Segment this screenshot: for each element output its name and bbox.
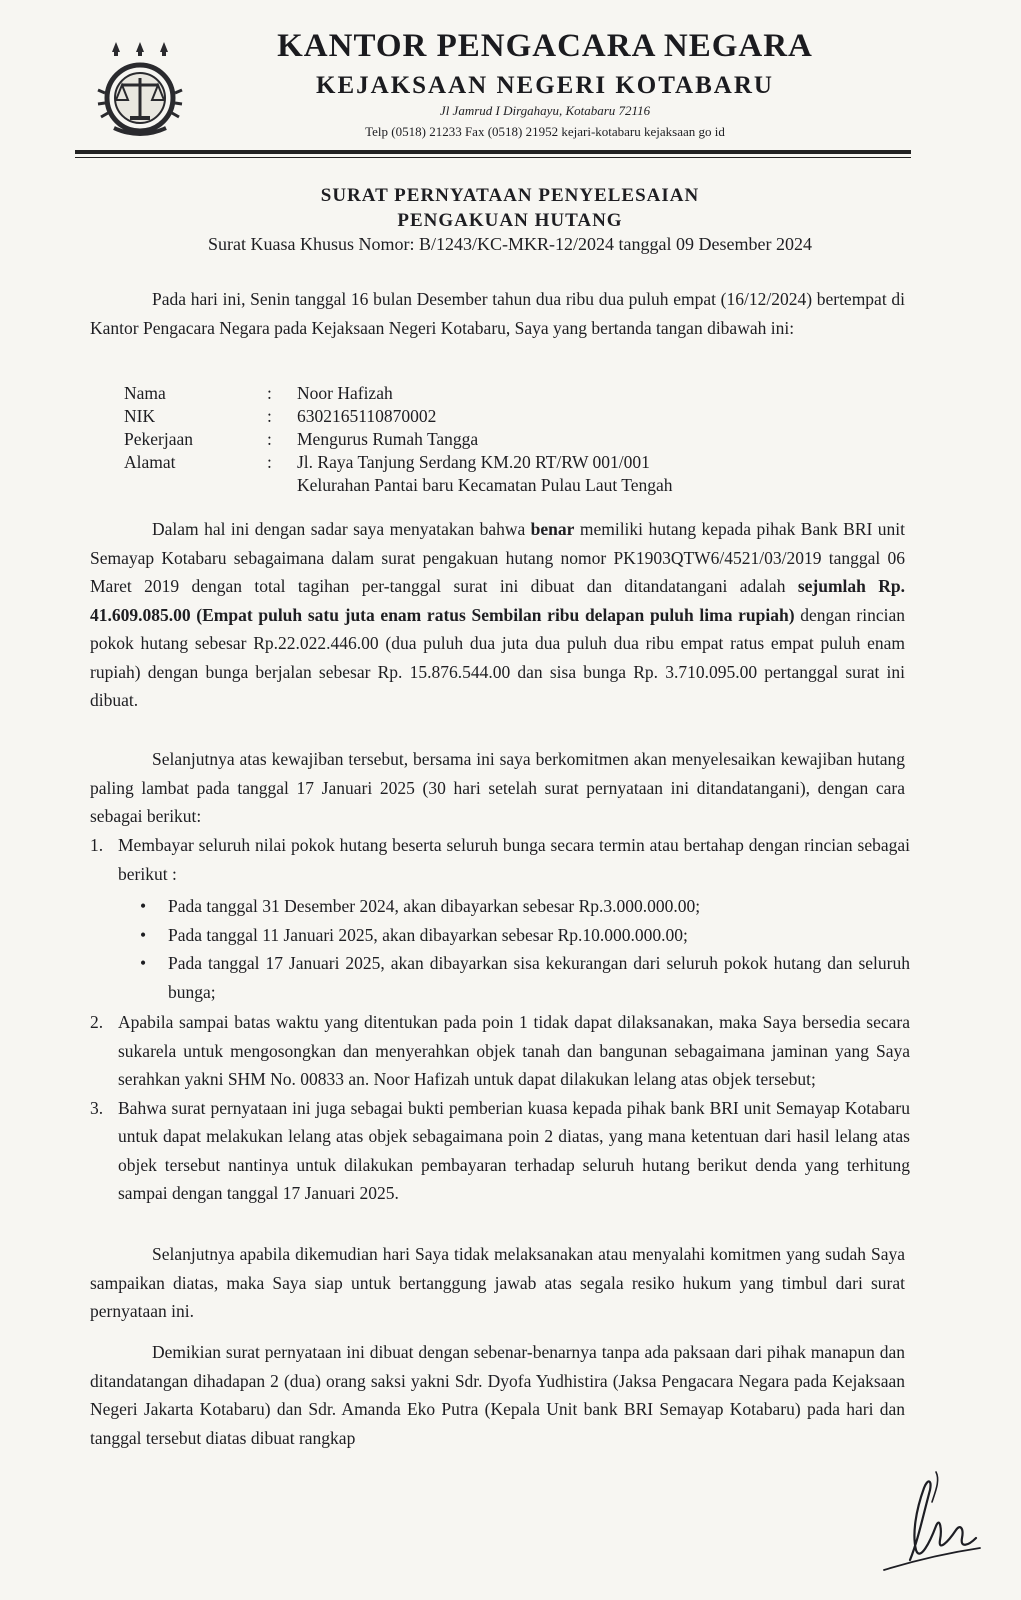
consequence-paragraph: Selanjutnya apabila dikemudian hari Saya tidak melaksanakan atau menyalahi komitmen yang sudah Saya sampaikan diatas, maka Saya siap untuk bertanggung jawab atas segala resiko hukum yang timbul dari surat pernyataan ini. [90,1244,905,1321]
list-item: 1. Membayar seluruh nilai pokok hutang beserta seluruh bunga secara termin atau bertahap dengan rincian sebagai berikut : [90,835,910,884]
org-address: Jl Jamrud I Dirgahayu, Kotabaru 72116 [439,103,651,118]
identity-separator: : [267,383,272,403]
document-title: SURAT PERNYATAAN PENYELESAIAN [320,185,700,206]
list-item: 3. Bahwa surat pernyataan ini juga sebagai bukti pemberian kuasa kepada pihak bank BRI unit Semayap Kotabaru untuk dapat melakukan lelang atas objek sebagaimana poin 2 diatas, yang mana ketentuan dari hasil lelang atas objek tersebut nantinya untuk dilakukan pembayaran terhadap seluruh hutang berikut denda yang terhitung sampai dengan tanggal 17 Januari 2025. [90,1097,910,1203]
installment-item: • Pada tanggal 17 Januari 2025, akan dibayarkan sisa kekurangan dari seluruh pokok hutang dan seluruh bunga; [140,953,910,1002]
identity-value: Jl. Raya Tanjung Serdang KM.20 RT/RW 001/001 [297,452,650,472]
identity-separator: : [267,452,272,472]
identity-label: NIK [124,406,156,426]
identity-row [124,474,824,497]
identity-row [124,405,824,428]
identity-row [124,428,824,451]
emphasis-total-amount: sejumlah Rp. 41.609.085.00 (Empat puluh satu juta enam ratus Sembilan ribu delapan puluh lima rupiah) [90,576,905,625]
identity-value: 6302165110870002 [297,406,437,426]
identity-separator: : [267,429,272,449]
emphasis-benar: benar [530,519,575,539]
list-item: 2. Apabila sampai batas waktu yang ditentukan pada poin 1 tidak dapat dilaksanakan, maka Saya bersedia secara sukarela untuk mengosongkan dan menyerahkan objek tanah dan bangunan sebagaimana jaminan yang Saya serahkan yakni SHM No. 00833 an. Noor Hafizah untuk dapat dilakukan lelang atas objek tersebut; [90,1012,910,1089]
identity-row [124,382,824,405]
commitment-list [90,831,910,1208]
commitment-paragraph: Selanjutnya atas kewajiban tersebut, bersama ini saya berkomitmen akan menyelesaikan kewajiban hutang paling lambat pada tanggal 17 Januari 2025 (30 hari setelah surat pernyataan ini ditandatangani), dengan cara sebagai berikut: [90,749,905,826]
kejaksaan-emblem-icon [92,38,192,143]
org-contact: Telp (0518) 21233 Fax (0518) 21952 kejari-kotabaru kejaksaan go id [365,124,725,139]
installment-item: • Pada tanggal 31 Desember 2024, akan dibayarkan sebesar Rp.3.000.000.00; [140,896,701,916]
identity-value: Mengurus Rumah Tangga [297,429,479,449]
letterhead-rule-thick [75,150,911,154]
closing-paragraph: Demikian surat pernyataan ini dibuat dengan sebenar-benarnya tanpa ada paksaan dari pihak manapun dan ditandatangan dihadapan 2 (dua) orang saksi yakni Sdr. Dyofa Yudhistira (Jaksa Pengacara Negara pada Kejaksaan Negeri Jakarta Kotabaru) dan Sdr. Amanda Eko Putra (Kepala Unit bank BRI Semayap Kotabaru) pada hari dan tanggal tersebut diatas dibuat rangkap [90,1342,905,1448]
org-name: KANTOR PENGACARA NEGARA [277,28,813,64]
identity-value: Noor Hafizah [297,383,393,403]
org-subname: KEJAKSAAN NEGERI KOTABARU [316,72,774,99]
signature-mark [870,1430,990,1580]
letterhead [0,0,1021,170]
identity-address-line2: Kelurahan Pantai baru Kecamatan Pulau Laut Tengah [297,475,673,495]
identity-separator: : [267,406,272,426]
reference-number: Surat Kuasa Khusus Nomor: B/1243/KC-MKR-12/2024 tanggal 09 Desember 2024 [208,234,812,254]
identity-row [124,451,824,474]
identity-label: Pekerjaan [124,429,193,449]
identity-label: Nama [124,383,166,403]
installment-item: • Pada tanggal 11 Januari 2025, akan dibayarkan sebesar Rp.10.000.000.00; [140,924,688,945]
identity-label: Alamat [124,452,176,472]
debt-statement-paragraph: Dalam hal ini dengan sadar saya menyatakan bahwa benar memiliki hutang kepada pihak Bank BRI unit Semayap Kotabaru sebagaimana dalam surat pengakuan hutang nomor PK1903QTW6/4521/03/2019 tanggal 06 Maret 2019 dengan total tagihan per-tanggal surat ini dibuat dan ditandatangani adalah sejumlah Rp. 41.609.085.00 (Empat puluh satu juta enam ratus Sembilan ribu delapan puluh lima rupiah) dengan rincian pokok hutang sebesar Rp.22.022.446.00 (dua puluh dua juta dua puluh dua ribu empat ratus empat puluh enam rupiah) dengan bunga berjalan sebesar Rp. 15.876.544.00 dan sisa bunga Rp. 3.710.095.00 pertanggal surat ini dibuat. [90,519,905,710]
document-title-line2: PENGAKUAN HUTANG [397,210,623,231]
installment-list [90,892,910,1006]
letterhead-rule-thin [75,157,911,158]
opening-paragraph: Pada hari ini, Senin tanggal 16 bulan Desember tahun dua ribu dua puluh empat (16/12/2024) bertempat di Kantor Pengacara Negara pada Kejaksaan Negeri Kotabaru, Saya yang bertanda tangan dibawah ini: [90,289,905,338]
identity-block [124,382,824,497]
